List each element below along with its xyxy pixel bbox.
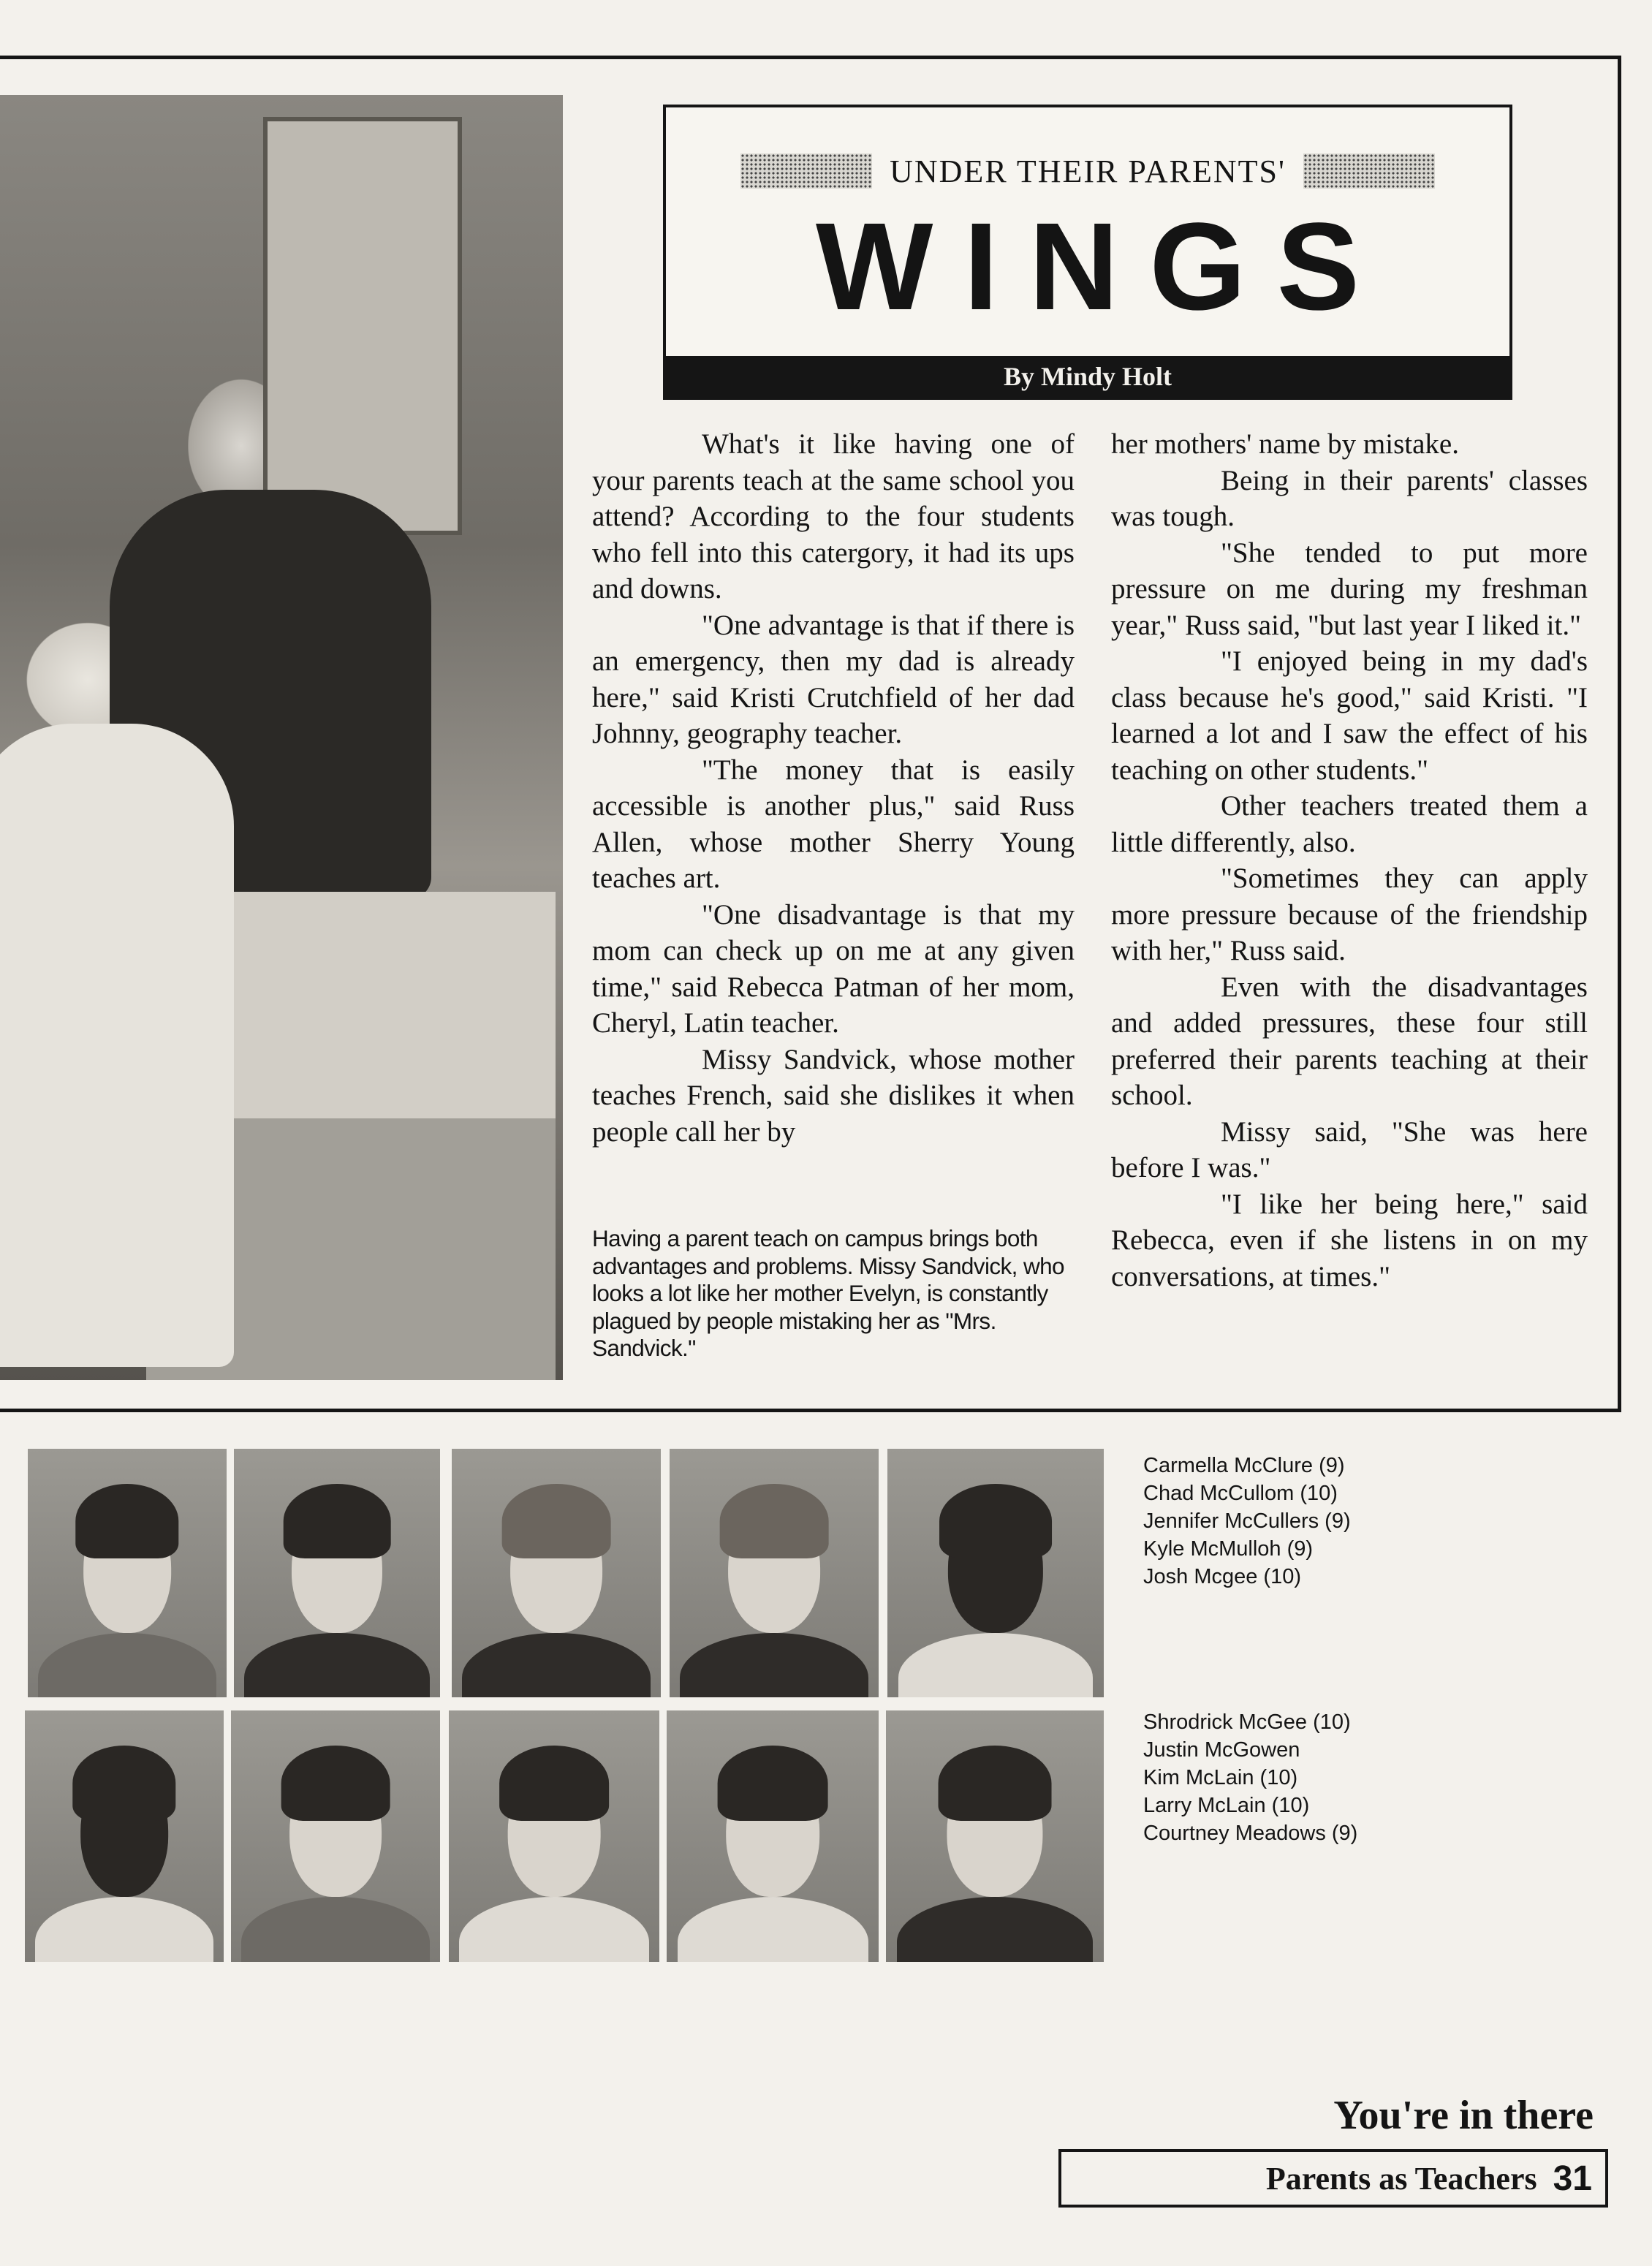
paragraph: "She tended to put more pressure on me during my freshman year," Russ said, "but last year I liked it." [1111, 537, 1588, 641]
portrait-name: Jennifer McCullers (9) [1143, 1509, 1351, 1533]
page-number: 31 [1553, 2159, 1592, 2198]
portrait-name: Larry McLain (10) [1143, 1794, 1310, 1817]
portrait-names-row-1 [1143, 1452, 1351, 1591]
paragraph: Other teachers treated them a little differently, also. [1111, 790, 1588, 858]
halftone-bar-left [740, 154, 872, 189]
portrait-photo [670, 1449, 879, 1697]
portrait-name: Chad McCullom (10) [1143, 1482, 1338, 1505]
paragraph: Missy said, "She was here before I was." [1111, 1115, 1588, 1183]
article-headline: WINGS [815, 197, 1391, 336]
portrait-name: Kyle McMulloh (9) [1143, 1537, 1314, 1561]
halftone-bar-right [1303, 154, 1435, 189]
portrait-names-row-2 [1143, 1708, 1357, 1847]
article-column-right [1111, 426, 1588, 1295]
portrait-photo [231, 1710, 440, 1962]
portrait-photo [25, 1710, 224, 1962]
portrait-name: Josh Mcgee (10) [1143, 1565, 1301, 1588]
paragraph: "The money that is easily accessible is another plus," said Russ Allen, whose mother Sherry Young teaches art. [592, 754, 1075, 894]
photo-caption: Having a parent teach on campus brings both advantages and problems. Missy Sandvick, who looks a lot like her mother Evelyn, is constantly plagued by people mistaking her as "Mrs. Sandvick." [592, 1225, 1064, 1361]
teacher-student-photo [0, 95, 563, 1380]
article-column-left [592, 426, 1075, 1150]
portrait-name: Shrodrick McGee (10) [1143, 1710, 1351, 1734]
portrait-photo [28, 1449, 227, 1697]
portrait-name: Kim McLain (10) [1143, 1766, 1298, 1789]
paragraph: "I enjoyed being in my dad's class because he's good," said Kristi. "I learned a lot and I saw the effect of his teaching on other students." [1111, 645, 1588, 786]
paragraph: Even with the disadvantages and added pressures, these four still preferred their parents teaching at their school. [1111, 971, 1588, 1111]
title-box [663, 105, 1512, 400]
portrait-name: Courtney Meadows (9) [1143, 1822, 1358, 1845]
paragraph: Missy Sandvick, whose mother teaches French, said she dislikes it when people call her by [592, 1043, 1075, 1148]
portrait-photo [667, 1710, 879, 1962]
article-byline: By Mindy Holt [666, 356, 1509, 397]
paragraph: "One advantage is that if there is an emergency, then my dad is already here," said Kristi Crutchfield of her dad Johnny, geography teacher. [592, 609, 1075, 749]
paragraph: "One disadvantage is that my mom can check up on me at any given time," said Rebecca Patman of her mom, Cheryl, Latin teacher. [592, 898, 1075, 1039]
portrait-photo [452, 1449, 661, 1697]
paragraph-continuation: her mothers' name by mistake. [1111, 428, 1459, 460]
paragraph: "I like her being here," said Rebecca, even if she listens in on my conversations, at times." [1111, 1188, 1588, 1292]
paragraph: Being in their parents' classes was tough. [1111, 464, 1588, 532]
paragraph: What's it like having one of your parents teach at the same school you attend? According to the four students who fell into this catergory, it had its ups and downs. [592, 428, 1075, 605]
portrait-photo [886, 1710, 1104, 1962]
article-kicker: UNDER THEIR PARENTS' [890, 153, 1286, 189]
kicker-row [666, 145, 1509, 197]
portrait-name: Justin McGowen [1143, 1738, 1300, 1762]
paragraph: "Sometimes they can apply more pressure because of the friendship with her," Russ said. [1111, 863, 1588, 966]
portrait-name: Carmella McClure (9) [1143, 1454, 1345, 1477]
footer-section-title: Parents as Teachers [1265, 2160, 1537, 2197]
section-tagline: You're in there [1333, 2093, 1594, 2138]
portrait-photo [449, 1710, 659, 1962]
portrait-photo [887, 1449, 1104, 1697]
portrait-photo [234, 1449, 440, 1697]
page-footer [1058, 2149, 1608, 2208]
